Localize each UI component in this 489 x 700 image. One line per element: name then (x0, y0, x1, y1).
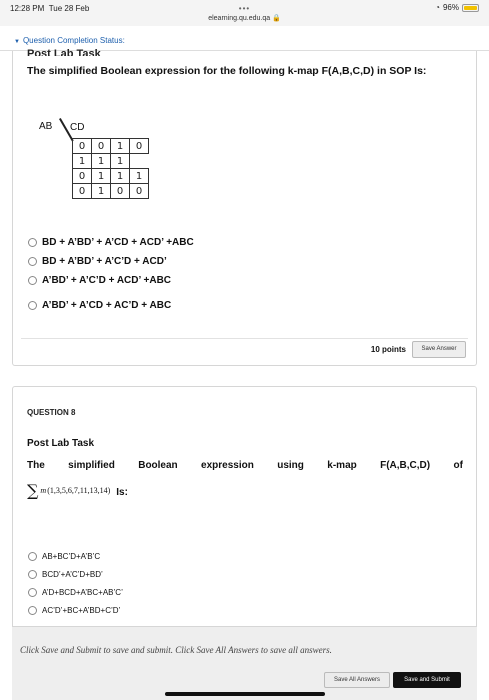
question-word: F(A,B,C,D) (380, 460, 431, 471)
clock: 12:28 PM (10, 4, 45, 13)
kmap-cell: 0 (130, 184, 149, 199)
kmap-row (73, 184, 149, 199)
question-number: QUESTION 8 (27, 408, 76, 417)
option-label: AC’D’+BC+A’BD+C’D’ (42, 606, 121, 615)
radio-button[interactable] (28, 238, 37, 247)
save-all-answers-button[interactable]: Save All Answers (324, 672, 390, 688)
home-indicator[interactable] (165, 692, 325, 696)
chevron-down-icon: ▼ (14, 39, 20, 45)
question-title: Post Lab Task (27, 438, 95, 449)
kmap-grid (72, 138, 149, 199)
question-word: k-map (327, 460, 357, 471)
kmap-row-var: AB (39, 121, 53, 132)
kmap-cell: 1 (73, 154, 92, 169)
answer-option[interactable] (28, 237, 194, 248)
minterm-list: (1,3,5,6,7,11,13,14) (47, 486, 111, 495)
url-text: elearning.qu.edu.qa (208, 15, 271, 22)
question-word: using (277, 460, 304, 471)
wifi-icon: ◔ (435, 3, 440, 12)
answer-option[interactable] (28, 275, 171, 286)
kmap-cell: 0 (73, 169, 92, 184)
kmap-cell-empty (130, 154, 149, 169)
kmap-row (73, 169, 149, 184)
question-word: The (27, 460, 45, 471)
battery-percent: 96% (442, 3, 459, 12)
question-word: of (453, 460, 463, 471)
question-card-7 (12, 48, 477, 366)
kmap-cell: 1 (130, 169, 149, 184)
footer-instructions: Click Save and Submit to save and submit. Click Save All Answers to save all answers. (20, 645, 332, 655)
status-bar (0, 0, 489, 26)
option-label: AB+BC’D+A’B’C (42, 552, 101, 561)
is-label: Is: (116, 486, 128, 498)
radio-button[interactable] (28, 257, 37, 266)
option-label: A’BD’ + A’CD + AC’D + ABC (42, 300, 172, 311)
kmap-cell: 0 (111, 184, 130, 199)
kmap-cell: 1 (92, 184, 111, 199)
completion-status-label: Question Completion Status: (22, 36, 125, 45)
lock-icon: 🔒 (272, 15, 281, 22)
answer-option[interactable] (28, 300, 171, 311)
divider (21, 338, 468, 339)
battery-icon (462, 4, 479, 12)
question-card-8 (12, 386, 477, 636)
option-label: BCD’+A’C’D+BD’ (42, 570, 103, 579)
answer-option[interactable] (28, 606, 120, 615)
minterm-formula (27, 481, 128, 500)
more-dots-icon[interactable]: ••• (238, 4, 251, 13)
kmap-col-var: CD (70, 122, 85, 133)
kmap-cell: 1 (111, 169, 130, 184)
kmap-cell: 1 (111, 154, 130, 169)
question-word: expression (201, 460, 254, 471)
sigma-symbol: ∑ (27, 481, 39, 500)
option-label: A’D+BCD+A’BC+AB’C’ (42, 588, 123, 597)
save-answer-button[interactable]: Save Answer (412, 341, 466, 358)
kmap-cell: 0 (73, 184, 92, 199)
option-label: BD + A’BD’ + A’C’D + ACD’ (42, 256, 167, 267)
answer-option[interactable] (28, 588, 123, 597)
kmap-cell: 1 (111, 139, 130, 154)
kmap-row (73, 139, 149, 154)
question-title-cut: Post Lab Task (27, 48, 101, 56)
question-word: simplified (68, 460, 115, 471)
kmap-cell: 1 (92, 169, 111, 184)
answer-option[interactable] (28, 256, 167, 267)
kmap-row (73, 154, 149, 169)
date: Tue 28 Feb (48, 4, 90, 13)
option-label: BD + A’BD’ + A’CD + ACD’ +ABC (42, 237, 194, 248)
kmap-cell: 0 (130, 139, 149, 154)
radio-button[interactable] (28, 606, 37, 615)
radio-button[interactable] (28, 276, 37, 285)
radio-button[interactable] (28, 570, 37, 579)
status-indicators (435, 3, 479, 12)
kmap-cell: 0 (92, 139, 111, 154)
radio-button[interactable] (28, 552, 37, 561)
answer-option[interactable] (28, 552, 100, 561)
question-word: Boolean (138, 460, 178, 471)
answer-option[interactable] (28, 570, 103, 579)
points-label: 10 points (370, 345, 406, 354)
radio-button[interactable] (28, 588, 37, 597)
question-text: The simplified Boolean expression for the following k-map F(A,B,C,D) in SOP Is: (27, 65, 427, 77)
kmap-cell: 0 (73, 139, 92, 154)
k-map (37, 121, 167, 211)
minterm-symbol: m (40, 486, 47, 495)
save-and-submit-button[interactable]: Save and Submit (393, 672, 461, 688)
option-label: A’BD’ + A’C’D + ACD’ +ABC (42, 275, 172, 286)
radio-button[interactable] (28, 301, 37, 310)
submit-footer (12, 626, 477, 700)
question-text (27, 460, 463, 471)
kmap-cell: 1 (92, 154, 111, 169)
address-bar[interactable] (0, 14, 489, 22)
